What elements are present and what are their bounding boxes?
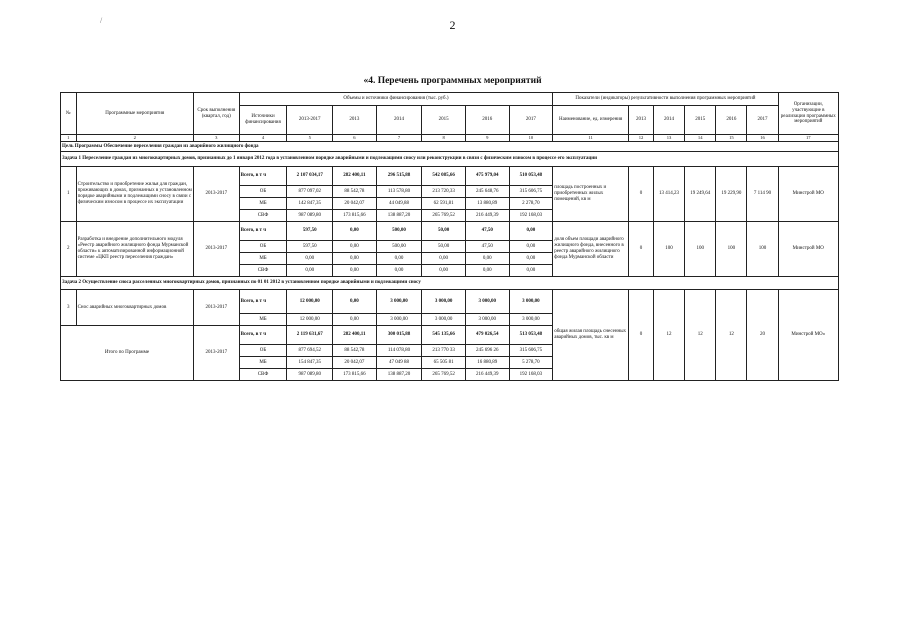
funding-value: 213 720,33 (422, 186, 466, 198)
funding-value: 2 278,70 (509, 198, 553, 210)
activity-name: Строительство и приобретение жилья для граждан, проживающих в домах, признанных в установленном порядке аварийными и подлежащими сносу в связи с физическим износом в процессе их эксплуатации (76, 167, 193, 222)
indicator-value: 100 (685, 222, 716, 277)
col-number: 12 (629, 135, 654, 142)
funding-value: 44 049,88 (376, 198, 422, 210)
header-ind-year-2014: 2014 (653, 106, 684, 135)
col-number: 15 (716, 135, 747, 142)
funding-source: СВФ (239, 265, 287, 277)
row-number: 3 (61, 290, 77, 326)
funding-source: Всего, в т ч (239, 167, 287, 186)
header-row-1 (61, 93, 839, 106)
funding-value: 47 049 88 (376, 357, 422, 369)
funding-value: 173 815,66 (333, 210, 377, 222)
funding-value: 545 135,66 (422, 326, 466, 345)
col-number: 2 (76, 135, 193, 142)
goal-row (61, 142, 839, 152)
table-row (61, 167, 839, 186)
header-indicators: Показатели (индикаторы) результативности выполнения программных мероприятий (553, 93, 778, 106)
funding-source: ОБ (239, 186, 287, 198)
funding-value: 114 078,80 (376, 345, 422, 357)
activity-name: Разработка и внедрение дополнительного модуля «Реестр аварийного жилищного фонда Мурманской области» к автоматизированной информационной системе «ЦКП реестр переселения граждан» (76, 222, 193, 277)
task2-row (61, 277, 839, 290)
header-funding: Объемы и источники финансирования (тыс. руб.) (239, 93, 553, 106)
funding-value: 282 400,11 (333, 326, 377, 345)
table-row (61, 290, 839, 314)
col-number: 16 (747, 135, 778, 142)
task-2: Задача 2 Осуществление сноса расселенных многоквартирных домов, признанных по 01 01 2012 в установленном порядке аварийными и подлежащими сносу (61, 277, 839, 290)
indicator-value: 19 249,64 (685, 167, 716, 222)
funding-value: 479 026,54 (465, 326, 509, 345)
header-ind-year-2015: 2015 (685, 106, 716, 135)
funding-source: МБ (239, 357, 287, 369)
funding-value: 16 880,89 (465, 357, 509, 369)
task1-row (61, 152, 839, 167)
header-ind-year-2017: 2017 (747, 106, 778, 135)
header-indicator-name: Наименование, ед. измерения (553, 106, 629, 135)
funding-value: 282 400,11 (333, 167, 377, 186)
funding-value: 245 696 26 (465, 345, 509, 357)
funding-value: 173 815,66 (333, 369, 377, 381)
funding-value: 20 042,07 (333, 357, 377, 369)
funding-source: МБ (239, 253, 287, 265)
funding-value: 62 591,81 (422, 198, 466, 210)
indicator-value: 100 (747, 222, 778, 277)
funding-value: 315 606,75 (509, 345, 553, 357)
indicator-value: 12 (716, 290, 747, 381)
funding-value: 3 000,00 (422, 290, 466, 314)
funding-value: 0,00 (376, 253, 422, 265)
funding-source: Всего, в т ч (239, 290, 287, 314)
funding-value: 877 097,02 (287, 186, 333, 198)
header-term: Срок выполнения (квартал, год) (193, 93, 239, 135)
header-num: № (61, 93, 77, 135)
funding-value: 20 042,07 (333, 198, 377, 210)
col-number: 6 (333, 135, 377, 142)
funding-value: 245 648,76 (465, 186, 509, 198)
row-number: 1 (61, 167, 77, 222)
row-number: 2 (61, 222, 77, 277)
funding-value: 3 000,00 (376, 314, 422, 326)
indicator-value: 100 (716, 222, 747, 277)
funding-value: 0,00 (376, 265, 422, 277)
funding-value: 500,00 (376, 241, 422, 253)
indicator-value: 0 (629, 167, 654, 222)
total-label: Итого по Программе (61, 326, 194, 381)
indicator-value: 20 (747, 290, 778, 381)
funding-value: 300 015,88 (376, 326, 422, 345)
funding-value: 0,00 (509, 265, 553, 277)
funding-value: 987 089,80 (287, 369, 333, 381)
header-year-2013: 2013 (333, 106, 377, 135)
funding-value: 13 880,89 (465, 198, 509, 210)
funding-value: 138 887,20 (376, 210, 422, 222)
task-1: Задача 1 Переселение граждан из многоквартирных домов, признанных до 1 января 2012 года в установленном порядке аварийными и подлежащими сносу или реконструкции в связи с физическим износом в процессе его эксплуатации (61, 152, 839, 167)
indicator-value: 12 (685, 290, 716, 381)
activity-term: 2013-2017 (193, 222, 239, 277)
funding-value: 0,00 (465, 265, 509, 277)
funding-value: 0,00 (333, 222, 377, 241)
funding-value: 0,00 (333, 290, 377, 314)
funding-value: 0,00 (287, 265, 333, 277)
table-row (61, 222, 839, 241)
header-period: 2013-2017 (287, 106, 333, 135)
indicator-value: 19 229,90 (716, 167, 747, 222)
funding-value: 500,00 (376, 222, 422, 241)
funding-value: 192 168,03 (509, 369, 553, 381)
funding-value: 987 089,80 (287, 210, 333, 222)
funding-value: 154 847,35 (287, 357, 333, 369)
corner-mark: / (100, 16, 103, 25)
funding-value: 113 578,80 (376, 186, 422, 198)
funding-value: 3 000,00 (509, 314, 553, 326)
funding-source: Всего, в т ч (239, 326, 287, 345)
total-term: 2013-2017 (193, 326, 239, 381)
funding-source: ОБ (239, 345, 287, 357)
funding-value: 3 000,00 (465, 314, 509, 326)
funding-value: 0,00 (465, 253, 509, 265)
funding-value: 50,00 (422, 241, 466, 253)
funding-source: СВФ (239, 210, 287, 222)
funding-value: 3 000,00 (465, 290, 509, 314)
funding-source: СВФ (239, 369, 287, 381)
funding-value: 0,00 (333, 241, 377, 253)
col-number: 17 (778, 135, 838, 142)
indicator-value: 13 414,23 (653, 167, 684, 222)
funding-value: 513 053,48 (509, 326, 553, 345)
funding-value: 296 515,88 (376, 167, 422, 186)
funding-source: ОБ (239, 241, 287, 253)
indicator-value: 12 (653, 290, 684, 381)
indicator-name: доля объем площади аварийного жилищного фонда, внесенного в реестр аварийного жилищного фонда Мурманской области (553, 222, 629, 277)
funding-value: 47,50 (465, 241, 509, 253)
header-ind-year-2013: 2013 (629, 106, 654, 135)
funding-value: 0,00 (333, 253, 377, 265)
funding-value: 12 000,00 (287, 290, 333, 314)
col-number: 13 (653, 135, 684, 142)
funding-value: 2 107 034,17 (287, 167, 333, 186)
funding-value: 542 085,66 (422, 167, 466, 186)
indicator-value: 0 (629, 222, 654, 277)
col-number: 4 (239, 135, 287, 142)
indicator-name: общая жилая площадь снесенных аварийных домов, тыс. кв м (553, 290, 629, 381)
indicator-value: 7 114 90 (747, 167, 778, 222)
indicator-value: 0 (629, 290, 654, 381)
indicator-value: 100 (653, 222, 684, 277)
column-numbers-row (61, 135, 839, 142)
header-activity: Программные мероприятия (76, 93, 193, 135)
funding-value: 0,00 (333, 265, 377, 277)
funding-value: 88 542,78 (333, 345, 377, 357)
funding-value: 3 000,00 (422, 314, 466, 326)
header-year-2015: 2015 (422, 106, 466, 135)
funding-value: 475 979,04 (465, 167, 509, 186)
funding-value: 192 168,03 (509, 210, 553, 222)
activity-term: 2013-2017 (193, 167, 239, 222)
funding-value: 138 887,20 (376, 369, 422, 381)
funding-value: 12 000,00 (287, 314, 333, 326)
page-number: 2 (449, 18, 456, 32)
funding-value: 47,50 (465, 222, 509, 241)
indicator-name: площадь построенных и приобретенных жилых помещений, кв м (553, 167, 629, 222)
funding-value: 877 694,52 (287, 345, 333, 357)
col-number: 8 (422, 135, 466, 142)
funding-value: 65 505 81 (422, 357, 466, 369)
document-title: «4. Перечень программных мероприятий (363, 76, 542, 86)
funding-value: 0,00 (422, 265, 466, 277)
funding-source: МБ (239, 198, 287, 210)
funding-value: 216 449,39 (465, 369, 509, 381)
header-ind-year-2016: 2016 (716, 106, 747, 135)
funding-value: 0,00 (509, 241, 553, 253)
participant-org: Минстрой МО» (778, 290, 838, 381)
funding-value: 265 769,52 (422, 210, 466, 222)
funding-source: Всего, в т ч (239, 222, 287, 241)
funding-value: 88 542,78 (333, 186, 377, 198)
funding-source: МБ (239, 314, 287, 326)
funding-value: 3 000,00 (509, 290, 553, 314)
funding-value: 0,00 (287, 253, 333, 265)
participant-org: Минстрой МО (778, 167, 838, 222)
col-number: 9 (465, 135, 509, 142)
col-number: 11 (553, 135, 629, 142)
funding-value: 597,50 (287, 241, 333, 253)
col-number: 10 (509, 135, 553, 142)
funding-value: 597,50 (287, 222, 333, 241)
activity-name: Снос аварийных многоквартирных домов (76, 290, 193, 326)
funding-value: 50,00 (422, 222, 466, 241)
col-number: 3 (193, 135, 239, 142)
funding-value: 213 770 33 (422, 345, 466, 357)
header-participants: Организации, участвующие в реализации программных мероприятий (778, 93, 838, 135)
funding-value: 510 053,48 (509, 167, 553, 186)
funding-value: 0,00 (509, 253, 553, 265)
participant-org: Минстрой МО (778, 222, 838, 277)
funding-value: 265 769,52 (422, 369, 466, 381)
funding-value: 142 847,35 (287, 198, 333, 210)
col-number: 1 (61, 135, 77, 142)
funding-value: 3 000,00 (376, 290, 422, 314)
activity-term: 2013-2017 (193, 290, 239, 326)
header-year-2016: 2016 (465, 106, 509, 135)
funding-value: 0,00 (509, 222, 553, 241)
funding-value: 5 278,70 (509, 357, 553, 369)
program-activities-table (60, 92, 839, 381)
funding-value: 315 606,75 (509, 186, 553, 198)
program-goal: Цель Программы Обеспечение переселения граждан из аварийного жилищного фонда (61, 142, 839, 152)
col-number: 14 (685, 135, 716, 142)
header-source: Источники финансирования (239, 106, 287, 135)
funding-value: 0,00 (422, 253, 466, 265)
header-year-2017: 2017 (509, 106, 553, 135)
col-number: 7 (376, 135, 422, 142)
col-number: 5 (287, 135, 333, 142)
funding-value: 0,00 (333, 314, 377, 326)
header-year-2014: 2014 (376, 106, 422, 135)
funding-value: 216 449,39 (465, 210, 509, 222)
funding-value: 2 119 631,67 (287, 326, 333, 345)
